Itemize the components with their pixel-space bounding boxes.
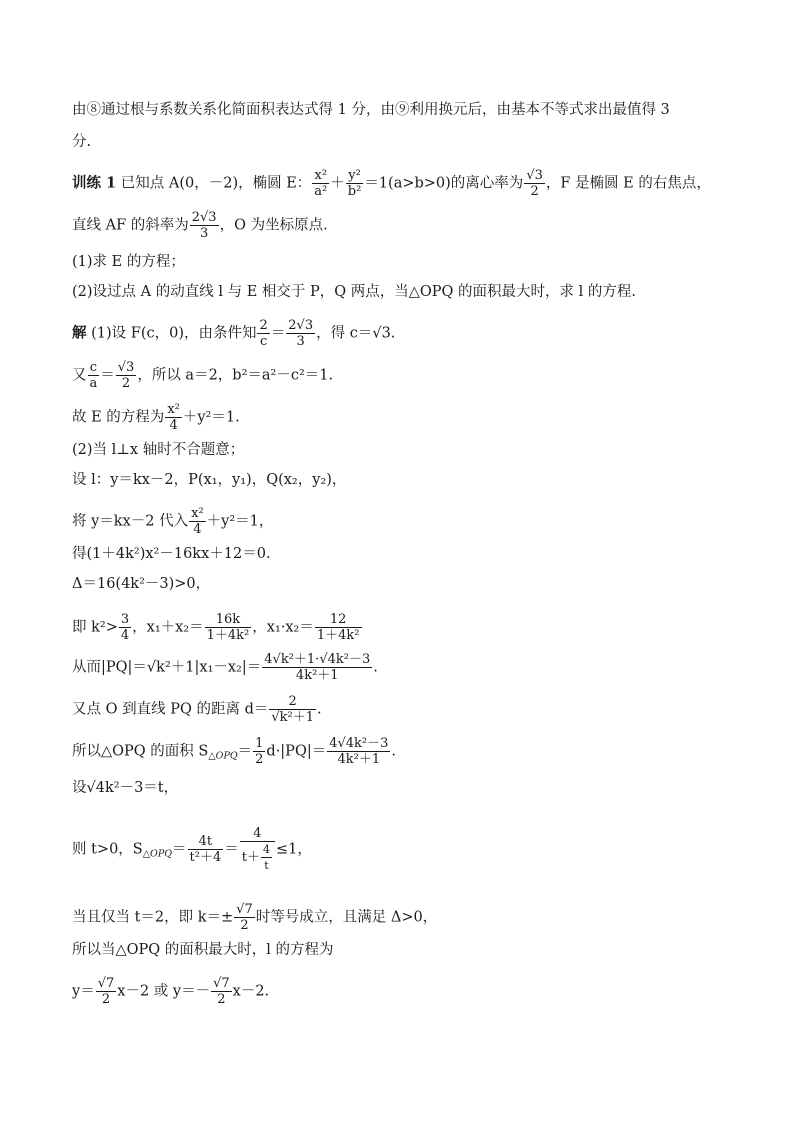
solution-line11: 又点 O 到直线 PQ 的距离 d＝ $\frac{2}{\text{√k²＋1}}$ . [72, 694, 322, 725]
fraction: $\frac{4}{t}$ [262, 843, 270, 872]
fraction: $\frac{c}{a}$ [89, 360, 98, 391]
text: 当且仅当 t＝2，即 k＝± [72, 909, 234, 926]
text: 设 l：y＝kx－2，P(x₁，y₁)，Q(x₂，y₂)， [72, 472, 347, 488]
fraction: 4 t＋ $\frac{4}{t}$ [240, 826, 275, 873]
text: ，F 是椭圆 E 的右焦点， [545, 175, 711, 192]
text: ，得 c＝√3. [316, 325, 396, 342]
solution-line10: 从而|PQ|＝√k²＋1|x₁－x₂|＝ $\frac{\text{4√k²＋1·√4k²－3}}{\text{4k²＋1}}$ . [72, 652, 378, 683]
solution-line3 [72, 402, 734, 433]
fraction: $\frac{12}{\text{1＋4k²}}$ [316, 612, 360, 643]
text: ≤1， [275, 841, 312, 858]
fraction: $\frac{\text{y²}}{\text{b²}}$ [347, 168, 362, 199]
fraction: $\frac{√7}{2}$ [97, 976, 115, 1007]
sqrt-expression: √k²＋1 [146, 659, 195, 676]
text: ＝1(a>b>0)的离心率为 [364, 175, 524, 192]
solution-line7 [72, 544, 734, 564]
fraction: $\frac{√7}{2}$ [236, 902, 253, 933]
text: x－2 或 y＝－ [117, 983, 211, 1000]
text: (2)设过点 A 的动直线 l 与 E 相交于 P，Q 两点，当△OPQ 的面积最大时，求 l 的方程. [72, 284, 637, 300]
fraction: $\frac{\text{x²}}{4}$ [191, 506, 204, 537]
text: d·|PQ|＝ [266, 743, 327, 760]
fraction: $\frac{√3}{2}$ [526, 168, 543, 199]
text: 所以△OPQ 的面积 S [72, 743, 209, 760]
paragraph-scoring-note [72, 100, 734, 120]
text: ＝t， [143, 780, 179, 796]
text: 已知点 A(0，－2)，椭圆 E： [120, 175, 312, 192]
solution-line1: 解 (1)设 F(c，0)，由条件知 $\frac{2}{c}$ ＝ $\frac{2√3}{3}$ ，得 c＝√3. [72, 318, 396, 349]
fraction: $\frac{16k}{\text{1＋4k²}}$ [206, 612, 250, 643]
text: ＋y²＝1. [182, 409, 240, 426]
fraction: $\frac{\text{x²}}{\text{a²}}$ [314, 168, 328, 199]
text: 故 E 的方程为 [72, 409, 165, 426]
paragraph-scoring-note-end [72, 132, 734, 152]
solution-line9 [72, 612, 734, 643]
question-1 [72, 252, 734, 272]
fraction: $\frac{\text{x²}}{4}$ [167, 402, 180, 433]
text: 设 [72, 780, 87, 796]
text: 直线 AF 的斜率为 [72, 217, 189, 234]
fraction: $\frac{√3}{2}$ [117, 360, 135, 391]
fraction: $\frac{2}{c}$ [259, 318, 268, 349]
solution-label: 解 [72, 324, 87, 342]
exercise-statement-line1: 训练 1 已知点 A(0，－2)，椭圆 E： $\frac{\text{x²}}{\text{a²}}$ ＋ $\frac{\text{y²}}{\text{b²}}$ ＝1(a>b>0)的离心率为 $\frac{√3}{2}$ ，F 是椭圆 E 的右焦点， [72, 168, 711, 199]
text: 将 y＝kx－2 代入 [72, 513, 189, 530]
solution-line14: 则 t>0，$S_{\triangle OPQ}=$ $\frac{4t}{\text{t²＋4}}$ ＝ 4 t＋ $\frac{4}{t}$ ≤1， [72, 826, 312, 872]
text: 又点 O 到直线 PQ 的距离 d＝ [72, 701, 269, 718]
fraction: $\frac{2}{\text{√k²＋1}}$ [271, 694, 315, 725]
text: |x₁－x₂|＝ [194, 659, 262, 676]
text: 时等号成立，且满足 Δ>0， [255, 909, 438, 926]
text: (1)求 E 的方程； [72, 254, 185, 270]
fraction: $\frac{4t}{\text{t²＋4}}$ [189, 834, 222, 865]
text: ，x₁＋x₂＝ [132, 619, 204, 636]
text: 又 [72, 367, 87, 384]
question-2 [72, 282, 734, 302]
text: ，x₁·x₂＝ [252, 619, 314, 636]
fraction: $\frac{1}{2}$ [255, 736, 264, 767]
fraction: $\frac{\text{4√4k²－3}}{\text{4k²＋1}}$ [329, 736, 389, 767]
text: Δ＝16(4k²－3)>0， [72, 576, 211, 592]
text: (1)设 F(c，0)，由条件知 [91, 325, 257, 342]
exercise-statement-line2 [72, 210, 734, 241]
solution-line17 [72, 976, 734, 1007]
exercise-label: 训练 1 [72, 174, 117, 192]
text: 所以当△OPQ 的面积最大时，l 的方程为 [72, 942, 334, 958]
sqrt-expression: √4k²－3 [86, 780, 144, 796]
text: ，O 为坐标原点. [219, 217, 328, 234]
text: 则 t>0，S [72, 841, 143, 858]
text: (2)当 l⊥x 轴时不合题意； [72, 442, 245, 458]
solution-line15 [72, 902, 734, 933]
text: 即 k²> [72, 619, 118, 636]
solution-line16 [72, 940, 734, 960]
fraction: $\frac{√7}{2}$ [213, 976, 230, 1007]
fraction: $\frac{2√3}{3}$ [191, 210, 217, 241]
text: 从而|PQ|＝ [72, 659, 147, 676]
fraction: $\frac{2√3}{3}$ [288, 318, 314, 349]
solution-line5 [72, 470, 734, 490]
solution-line8 [72, 574, 734, 594]
solution-line13 [72, 778, 734, 798]
solution-line4 [72, 440, 734, 460]
text: ＋y²＝1， [206, 513, 274, 530]
solution-line12: 所以△OPQ 的面积 $S_{\triangle OPQ}=$ $\frac{1}{2}$ d·|PQ|＝ $\frac{\text{4√4k²－3}}{\text{4k²＋1}}$ . [72, 736, 397, 767]
text: x－2. [232, 983, 270, 1000]
fraction: $\frac{\text{4√k²＋1·√4k²－3}}{\text{4k²＋1}}$ [264, 652, 371, 683]
solution-line6 [72, 506, 734, 537]
text: 得(1＋4k²)x²－16kx＋12＝0. [72, 546, 271, 562]
solution-line2: 又 $\frac{c}{a}$ ＝ $\frac{√3}{2}$ ，所以 a＝2，b²＝a²－c²＝1. [72, 360, 334, 391]
text: y＝ [72, 983, 95, 1000]
text: 由⑧通过根与系数关系化简面积表达式得 1 分，由⑨利用换元后，由基本不等式求出最值得 3 [72, 102, 670, 118]
fraction: $\frac{3}{4}$ [120, 612, 130, 643]
text: 分. [72, 134, 92, 150]
text: ，所以 a＝2，b²＝a²－c²＝1. [137, 367, 334, 384]
